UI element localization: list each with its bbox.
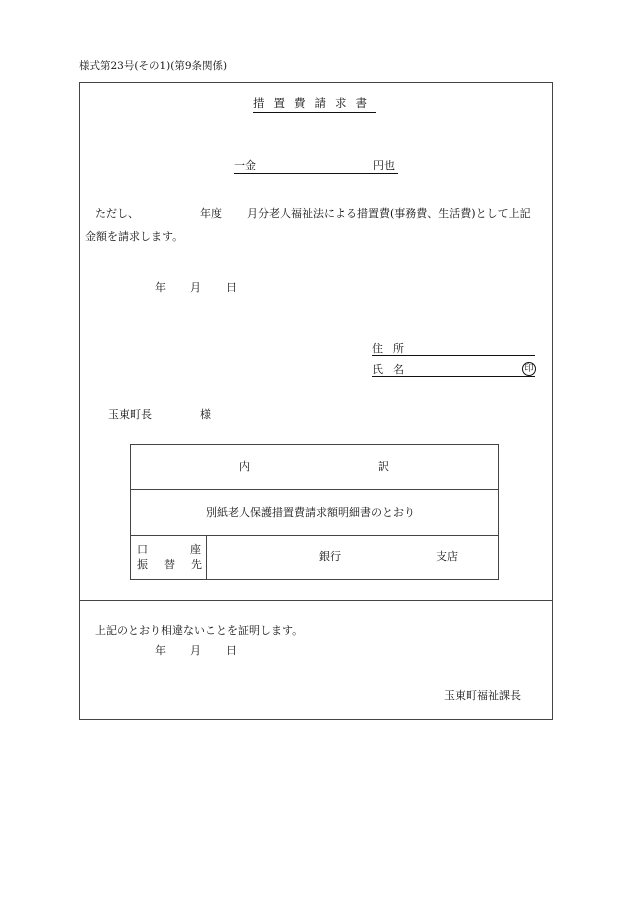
date-day: 日 xyxy=(226,281,237,294)
certification-month: 月 xyxy=(190,644,201,657)
date-year: 年 xyxy=(155,281,166,294)
form-number: 様式第23号(その1)(第9条関係) xyxy=(79,60,228,72)
breakdown-header: 内訳 xyxy=(239,460,517,473)
breakdown-detail: 別紙老人保護措置費請求額明細書のとおり xyxy=(206,506,415,519)
amount-suffix: 円也 xyxy=(373,159,395,172)
certification-year: 年 xyxy=(155,644,166,657)
account-label-2: 振替先 xyxy=(137,558,218,571)
body-text-a: ただし、 xyxy=(95,207,139,220)
breakdown-divider-2 xyxy=(130,535,499,536)
document-title: 措置費請求書 xyxy=(253,98,376,113)
branch-label: 支店 xyxy=(436,550,458,563)
seal-mark: 印 xyxy=(522,362,536,376)
address-label: 住所 xyxy=(372,342,414,355)
bank-label: 銀行 xyxy=(319,550,341,563)
certification-text: 上記のとおり相違ないことを証明します。 xyxy=(95,624,304,637)
addressee-name: 玉東町長 xyxy=(108,408,152,421)
date-month: 月 xyxy=(190,281,201,294)
certification-signer: 玉東町福祉課長 xyxy=(444,689,521,702)
certification-divider xyxy=(79,600,553,601)
body-text-b: 年度 xyxy=(200,207,222,220)
account-label-1: 口座 xyxy=(137,543,243,556)
breakdown-divider-1 xyxy=(130,489,499,490)
certification-day: 日 xyxy=(226,644,237,657)
amount-prefix: 一金 xyxy=(234,159,256,172)
addressee-honorific: 様 xyxy=(200,408,211,421)
body-text-c: 月分老人福祉法による措置費(事務費、生活費)として上記 xyxy=(247,207,531,220)
name-label: 氏名 xyxy=(372,363,414,376)
body-text-line2: 金額を請求します。 xyxy=(85,230,184,243)
